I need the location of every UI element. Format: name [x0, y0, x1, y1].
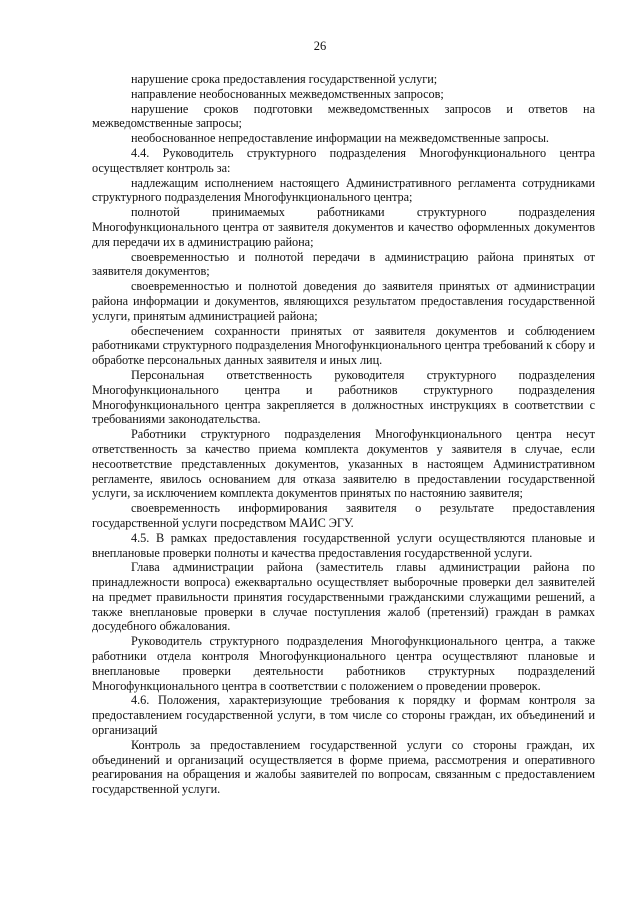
paragraph: необоснованное непредоставление информации на межведомственные запросы.: [131, 131, 549, 146]
page-number: 26: [313, 39, 327, 53]
paragraph: Глава администрации района (заместитель главы администрации района по принадлежности вопроса) ежеквартально осуществляет выборочные проверки дел заявителей на предмет правильности принятия государственными гражданскими служащими решений, а также внеплановые проверки в случае поступления жалоб (претензий) граждан в рамках досудебного обжалования.: [92, 560, 595, 634]
paragraph: 4.6. Положения, характеризующие требования к порядку и формам контроля за предоставлением государственной услуги, в том числе со стороны граждан, их объединений и организаций: [92, 693, 595, 738]
paragraph: направление необоснованных межведомственных запросов;: [131, 86, 444, 101]
paragraph: Контроль за предоставлением государственной услуги со стороны граждан, их объединений и организаций осуществляется в форме приема, рассмотрения и оперативного реагирования на обращения и жалобы заявителей по вопросам, связанным с предоставлением государственной услуги.: [92, 737, 595, 797]
paragraph: нарушение сроков подготовки межведомственных запросов и ответов на межведомственные запросы;: [92, 101, 595, 131]
paragraph: 4.4. Руководитель структурного подразделения Многофункционального центра осуществляет контроль за:: [92, 145, 595, 175]
paragraph: Работники структурного подразделения Многофункционального центра несут ответственность за качество приема комплекта документов у заявителя в случае, если несоответствие представленных документов, указанных в настоящем Административном регламенте, явилось основанием для отказа заявителю в предоставлении государственной услуги, за исключением комплекта документов принятых по настоянию заявителя;: [92, 427, 595, 501]
paragraph: обеспечением сохранности принятых от заявителя документов и соблюдением работниками структурного подразделения Многофункционального центра требований к сбору и обработке персональных данных заявителя и иных лиц.: [92, 323, 595, 368]
paragraph: своевременностью и полнотой доведения до заявителя принятых от администрации района информации и документов, являющихся результатом предоставления государственной услуги, принятым администрацией района;: [92, 279, 595, 323]
document-body: [92, 72, 595, 797]
paragraph: своевременностью и полнотой передачи в администрацию района принятых от заявителя документов;: [92, 249, 595, 279]
paragraph: 4.5. В рамках предоставления государственной услуги осуществляются плановые и внеплановые проверки полноты и качества предоставления государственной услуги.: [92, 530, 595, 560]
paragraph: надлежащим исполнением настоящего Административного регламента сотрудниками структурного подразделения Многофункционального центра;: [92, 175, 595, 205]
paragraph: Руководитель структурного подразделения Многофункционального центра, а также работники отдела контроля Многофункционального центра осуществляют плановые и внеплановые проверки деятельности работников структурных подразделений Многофункционального центра в соответствии с положением о проведении проверок.: [92, 634, 595, 693]
paragraph: нарушение срока предоставления государственной услуги;: [131, 72, 438, 86]
paragraph: Персональная ответственность руководителя структурного подразделения Многофункционального центра и работников структурного подразделения Многофункционального центра закрепляется в должностных инструкциях в соответствии с требованиями законодательства.: [92, 367, 595, 427]
paragraph: полнотой принимаемых работниками структурного подразделения Многофункционального центра от заявителя документов и качество оформленных документов для передачи их в администрацию района;: [92, 205, 595, 249]
paragraph: своевременность информирования заявителя о результате предоставления государственной услуги посредством МАИС ЭГУ.: [92, 501, 595, 530]
